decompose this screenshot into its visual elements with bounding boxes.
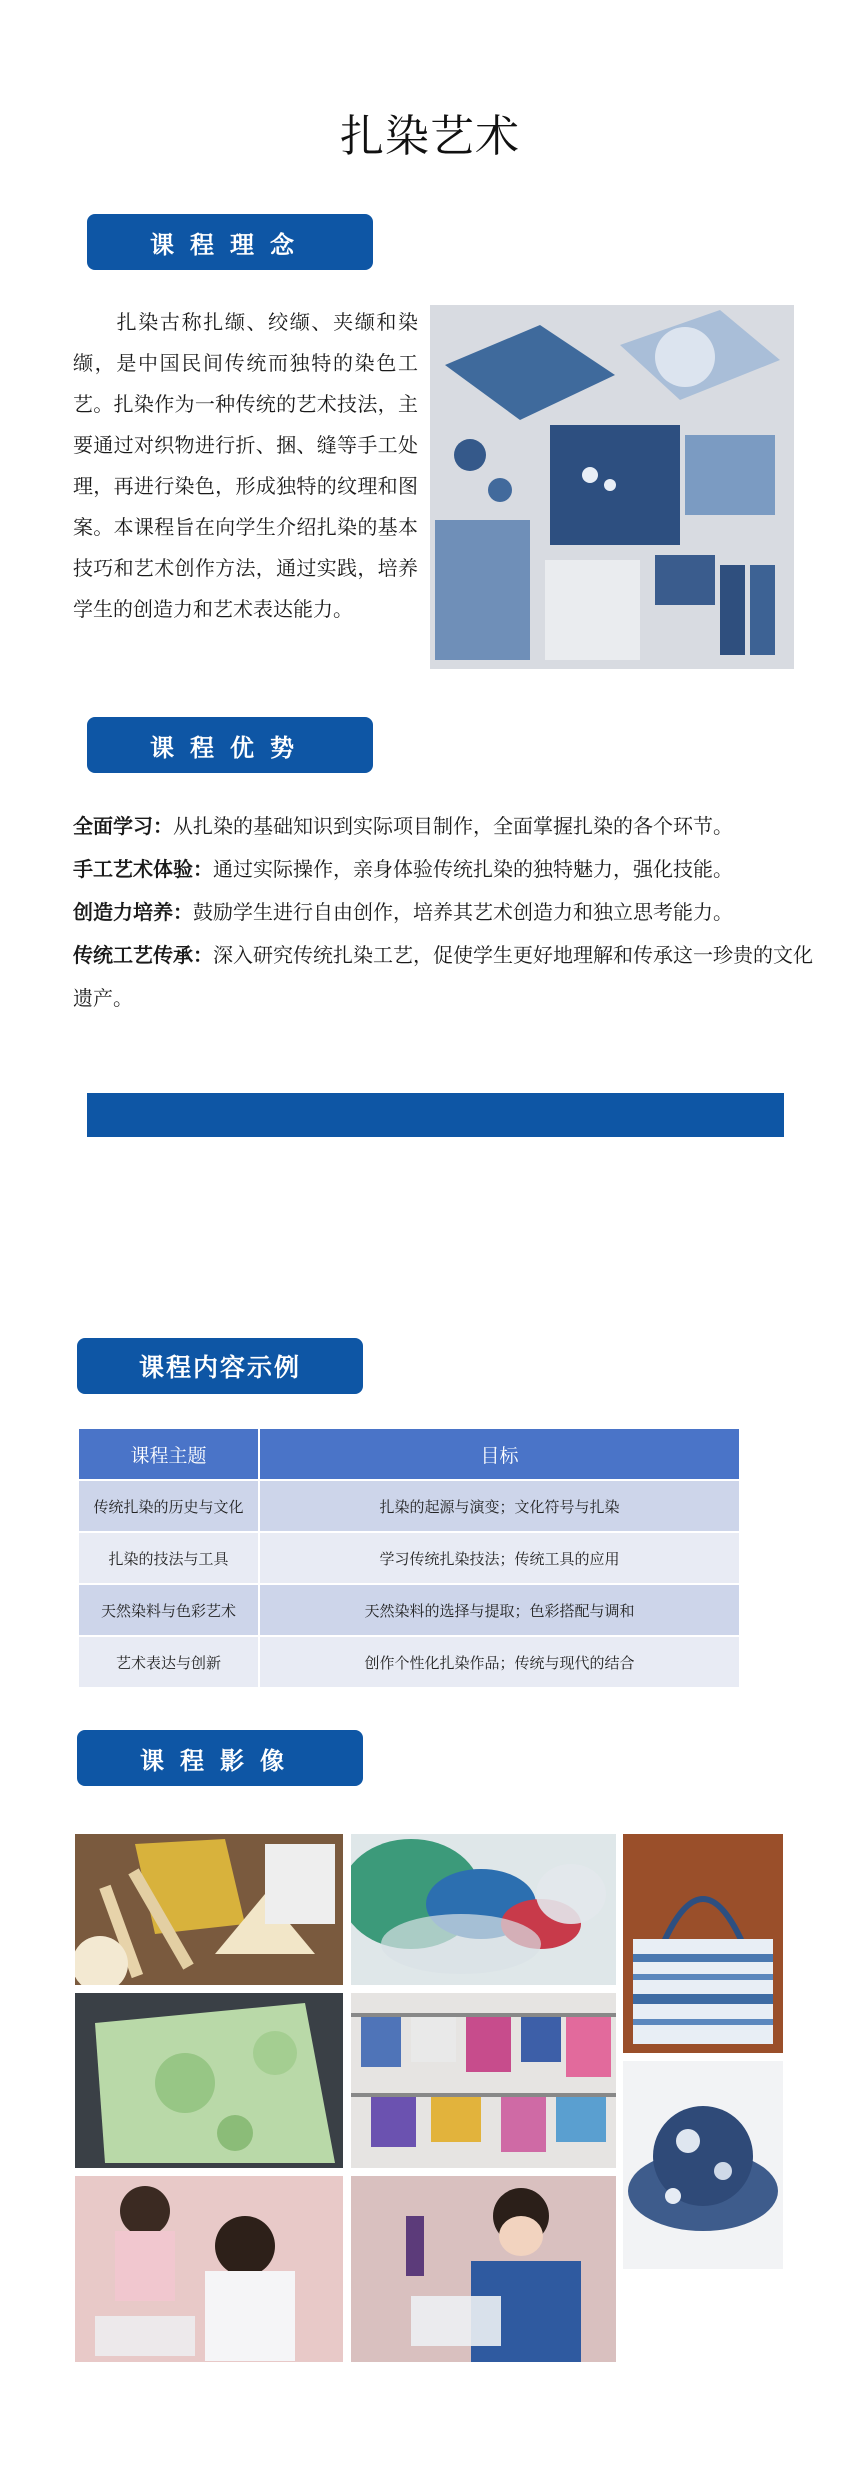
table-row [79, 1533, 739, 1583]
table-header-goal: 目标 [260, 1429, 739, 1479]
section-heading-content: 课程内容示例 [77, 1338, 363, 1394]
advantage-text: 通过实际操作，亲身体验传统扎染的独特魅力，强化技能。 [213, 857, 733, 881]
gallery-photo-boy-dyeing [351, 2176, 616, 2362]
gallery-photo-green-cloth [75, 1993, 343, 2168]
table-cell-topic: 扎染的技法与工具 [79, 1533, 258, 1583]
intro-text: 扎染古称扎缬、绞缬、夹缬和染缬，是中国民间传统而独特的染色工艺。扎染作为一种传统的艺术技法，主要通过对织物进行折、捆、缝等手工处理，再进行染色，形成独特的纹理和图案。本课程旨在向学生介绍扎染的基本技巧和艺术创作方法，通过实践，培养学生的创造力和艺术表达能力。 [73, 310, 418, 621]
table-cell-goal: 创作个性化扎染作品；传统与现代的结合 [260, 1637, 739, 1687]
table-cell-goal: 天然染料的选择与提取；色彩搭配与调和 [260, 1585, 739, 1635]
advantage-item [73, 805, 813, 848]
intro-photo-tiedye-items [430, 305, 794, 669]
section-heading-philosophy: 课程理念 [87, 214, 373, 270]
advantage-item [73, 934, 813, 1020]
advantage-label: 创造力培养： [73, 900, 193, 924]
table-row [79, 1637, 739, 1687]
gallery-photo-tote-bag [623, 1834, 783, 2053]
gallery-photo-wooden-clamps [75, 1834, 343, 1985]
page-title: 扎染艺术 [340, 111, 520, 162]
table-header-row [79, 1429, 739, 1479]
gallery-photo-drying-rack [351, 1993, 616, 2168]
advantage-text: 鼓励学生进行自由创作，培养其艺术创造力和独立思考能力。 [193, 900, 733, 924]
table-header-topic: 课程主题 [79, 1429, 258, 1479]
table-cell-goal: 学习传统扎染技法；传统工具的应用 [260, 1533, 739, 1583]
advantage-item [73, 848, 813, 891]
advantage-text: 从扎染的基础知识到实际项目制作，全面掌握扎染的各个环节。 [173, 814, 733, 838]
advantages-list [73, 805, 813, 1020]
table-cell-topic: 传统扎染的历史与文化 [79, 1481, 258, 1531]
intro-paragraph [73, 302, 418, 630]
table-row [79, 1481, 739, 1531]
table-cell-topic: 天然染料与色彩艺术 [79, 1585, 258, 1635]
gallery-photo-children-crafting [75, 2176, 343, 2362]
table-row [79, 1585, 739, 1635]
advantage-item [73, 891, 813, 934]
table-cell-topic: 艺术表达与创新 [79, 1637, 258, 1687]
section-heading-advantages: 课程优势 [87, 717, 373, 773]
divider-bar [87, 1093, 784, 1137]
advantage-label: 全面学习： [73, 814, 173, 838]
gallery-photo-dyeing-gloves [351, 1834, 616, 1985]
course-content-table [77, 1427, 741, 1689]
gallery-photo-bucket-hat [623, 2061, 783, 2269]
advantage-label: 手工艺术体验： [73, 857, 213, 881]
table-cell-goal: 扎染的起源与演变；文化符号与扎染 [260, 1481, 739, 1531]
advantage-label: 传统工艺传承： [73, 943, 213, 967]
advantage-text: 深入研究传统扎染工艺，促使学生更好地理解和传承这一珍贵的文化遗产。 [73, 943, 813, 1010]
section-heading-gallery: 课程影像 [77, 1730, 363, 1786]
